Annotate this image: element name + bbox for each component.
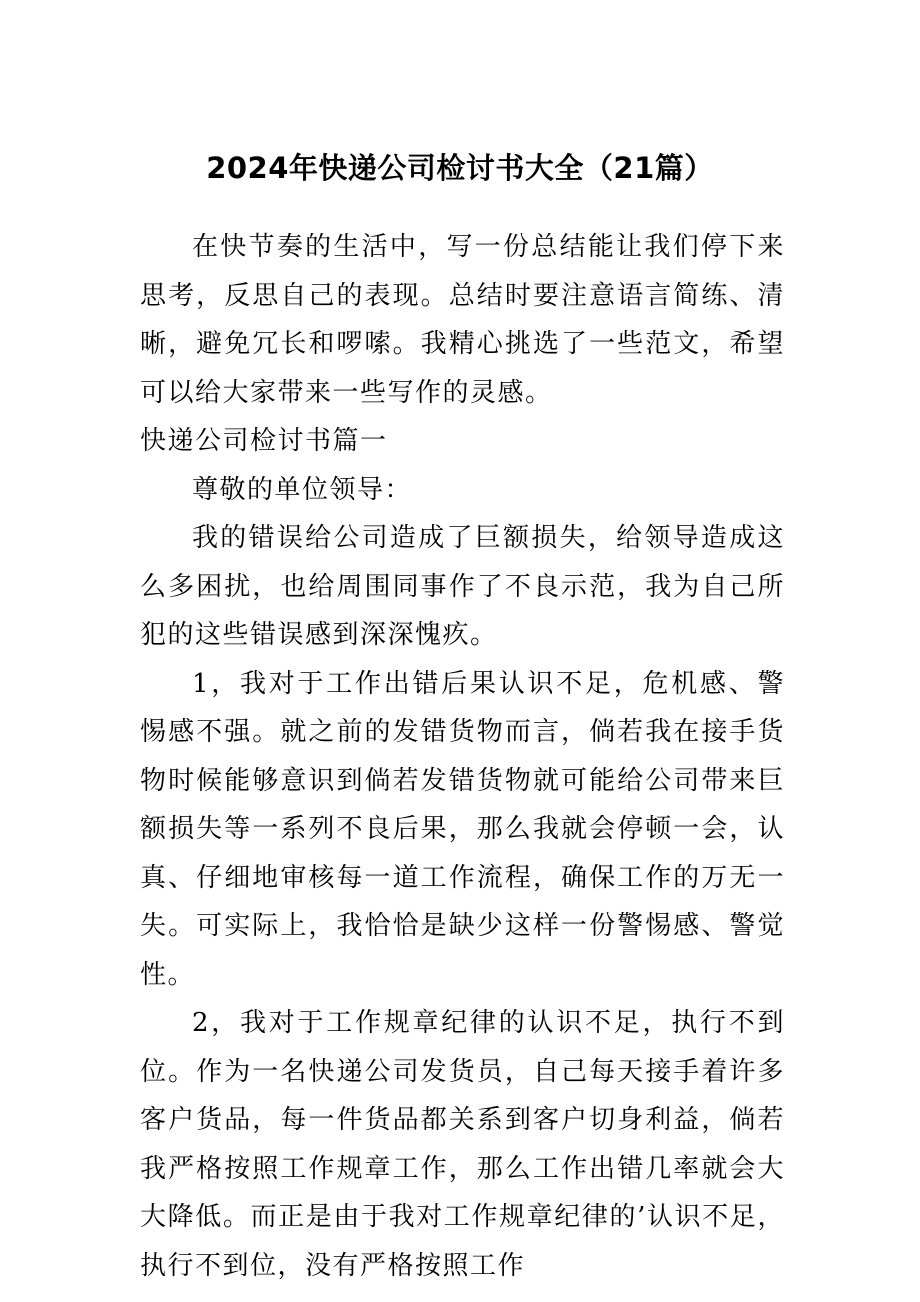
body-paragraph: 1，我对于工作出错后果认识不足，危机感、警惕感不强。就之前的发错货物而言，倘若我在接手货物时候能够意识到倘若发错货物就可能给公司带来巨额损失等一系列不良后果，那么我就会停顿一会，认真、仔细地审核每一道工作流程，确保工作的万无一失。可实际上，我恰恰是缺少这样一份警惕感、警觉性。 xyxy=(140,668,785,990)
document-body xyxy=(140,223,785,1290)
body-paragraph: 2，我对于工作规章纪律的认识不足，执行不到位。作为一名快递公司发货员，自己每天接手着许多客户货品，每一件货品都关系到客户切身利益，倘若我严格按照工作规章工作，那么工作出错几率就会大大降低。而正是由于我对工作规章纪律的’认识不足，执行不到位，没有严格按照工作 xyxy=(140,1008,785,1281)
section-heading: 快递公司检讨书篇一 xyxy=(140,426,388,456)
document-title: 2024年快递公司检讨书大全（21篇） xyxy=(206,151,714,185)
intro-paragraph: 在快节奏的生活中，写一份总结能让我们停下来思考，反思自己的表现。总结时要注意语言简练、清晰，避免冗长和啰嗦。我精心挑选了一些范文，希望可以给大家带来一些写作的灵感。 xyxy=(140,232,785,408)
body-paragraph: 我的错误给公司造成了巨额损失，给领导造成这么多困扰，也给周围同事作了不良示范，我为自己所犯的这些错误感到深深愧疚。 xyxy=(140,523,785,650)
salutation: 尊敬的单位领导： xyxy=(192,474,413,505)
